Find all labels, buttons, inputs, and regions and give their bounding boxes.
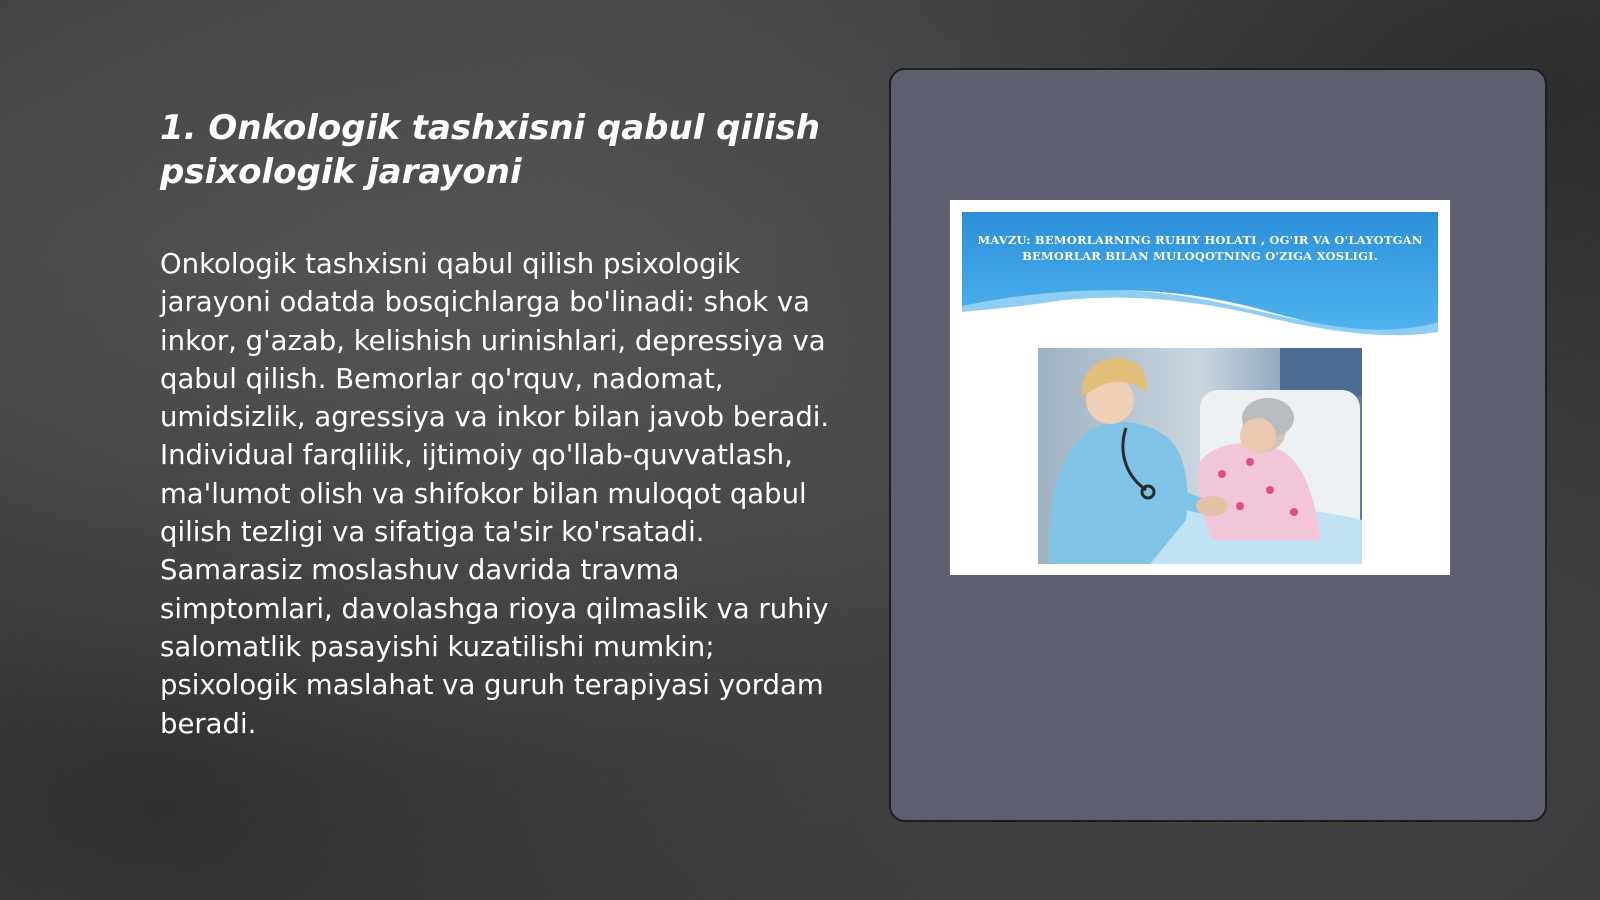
image-banner-title: MAVZU: BEMORLARNING RUHIY HOLATI , OG'IR VA O'LAYOTGAN BEMORLAR BILAN MULOQOTNING O'ZIGA XOSLIGI. bbox=[977, 233, 1423, 263]
slide-body-text: Onkologik tashxisni qabul qilish psixologik jarayoni odatda bosqichlarga bo'linadi: shok va inkor, g'azab, kelishish urinishlari, depressiya va qabul qilish. Bemorlar qo'rquv, nadomat, umidsizlik, agressiya va inkor bilan javob beradi. Individual farqlilik, ijtimoiy qo'llab-quvvatlash, ma'lumot olish va shifokor bilan muloqot qabul qilish tezligi va sifatiga ta'sir ko'rsatadi. Samarasiz moslashuv davrida travma simptomlari, davolashga rioya qilmaslik va ruhiy salomatlik pasayishi kuzatilishi mumkin; psixologik maslahat va guruh terapiyasi yordam beradi. bbox=[160, 248, 830, 740]
slide-title: 1. Onkologik tashxisni qabul qilish psixologik jarayoni bbox=[160, 108, 820, 192]
embedded-slide-image bbox=[950, 200, 1450, 575]
